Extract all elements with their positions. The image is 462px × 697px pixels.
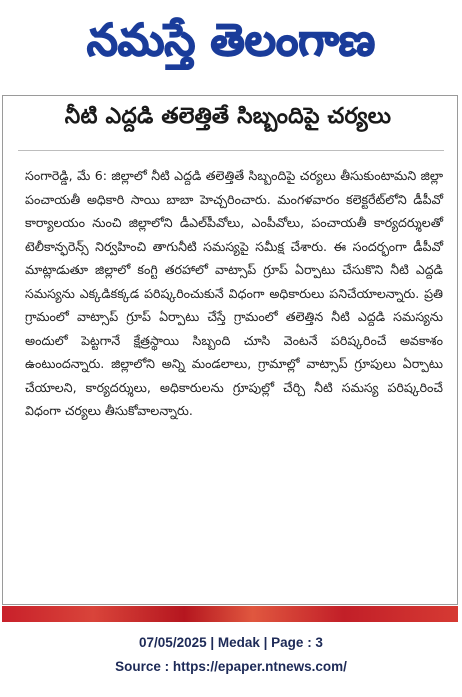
headline-divider [18,150,444,151]
masthead-title: నమస్తే తెలంగాణ [86,15,376,66]
masthead-logo-graphic [0,0,462,70]
article-body: సంగారెడ్డి, మే 6: జిల్లాలో నీటి ఎద్దడి తలెత్తితే సిబ్బందిపై చర్యలు తీసుకుంటామని జిల్లా పంచాయతీ అధికారి సాయి బాబా హెచ్చరించారు. మంగళవారం కలెక్టరేట్‌లోని డీపీవో కార్యాలయం నుంచి జిల్లాలోని డీఎల్‌పీవోలు, ఎంపీవోలు, పంచాయతీ కార్యదర్శులతో టెలీకాన్ఫరెన్స్ నిర్వహించి తాగునీటి సమస్యపై సమీక్ష చేశారు. ఈ సందర్భంగా డీపీవో మాట్లాడుతూ జిల్లాలో కంగ్టి తరహాలో వాట్సాప్ గ్రూప్ ఏర్పాటు చేసుకొని నీటి ఎద్దడి సమస్యను ఎక్కడికక్కడ పరిష్కరించుకునే విధంగా అధికారులు పనిచేయాలన్నారు. ప్రతి గ్రామంలో వాట్సాప్ గ్రూప్ ఏర్పాటు చేస్తే గ్రామంలో తలెత్తిన నీటి ఎద్దడి సమస్యను అందులో పెట్టగానే క్షేత్రస్థాయి సిబ్బంది చూసి వెంటనే పరిష్కరించే అవకాశం ఉంటుందన్నారు. జిల్లాలోని అన్ని మండలాలు, గ్రామాల్లో వాట్సాప్ గ్రూపులు ఏర్పాటు చేయాలని, కార్యదర్శులు, అధికారులను గ్రూపుల్లో చేర్చి నీటి సమస్య పరిష్కరించే విధంగా చర్యలు తీసుకోవాలన్నారు. [25,168,443,418]
footer-edition-info: 07/05/2025 | Medak | Page : 3 [139,635,323,650]
article-headline: నీటి ఎద్దడి తలెత్తితే సిబ్బందిపై చర్యలు [64,104,392,129]
masthead-logo [0,0,462,70]
next-article-strip [2,606,458,622]
footer-source-link[interactable]: Source : https://epaper.ntnews.com/ [115,659,347,674]
